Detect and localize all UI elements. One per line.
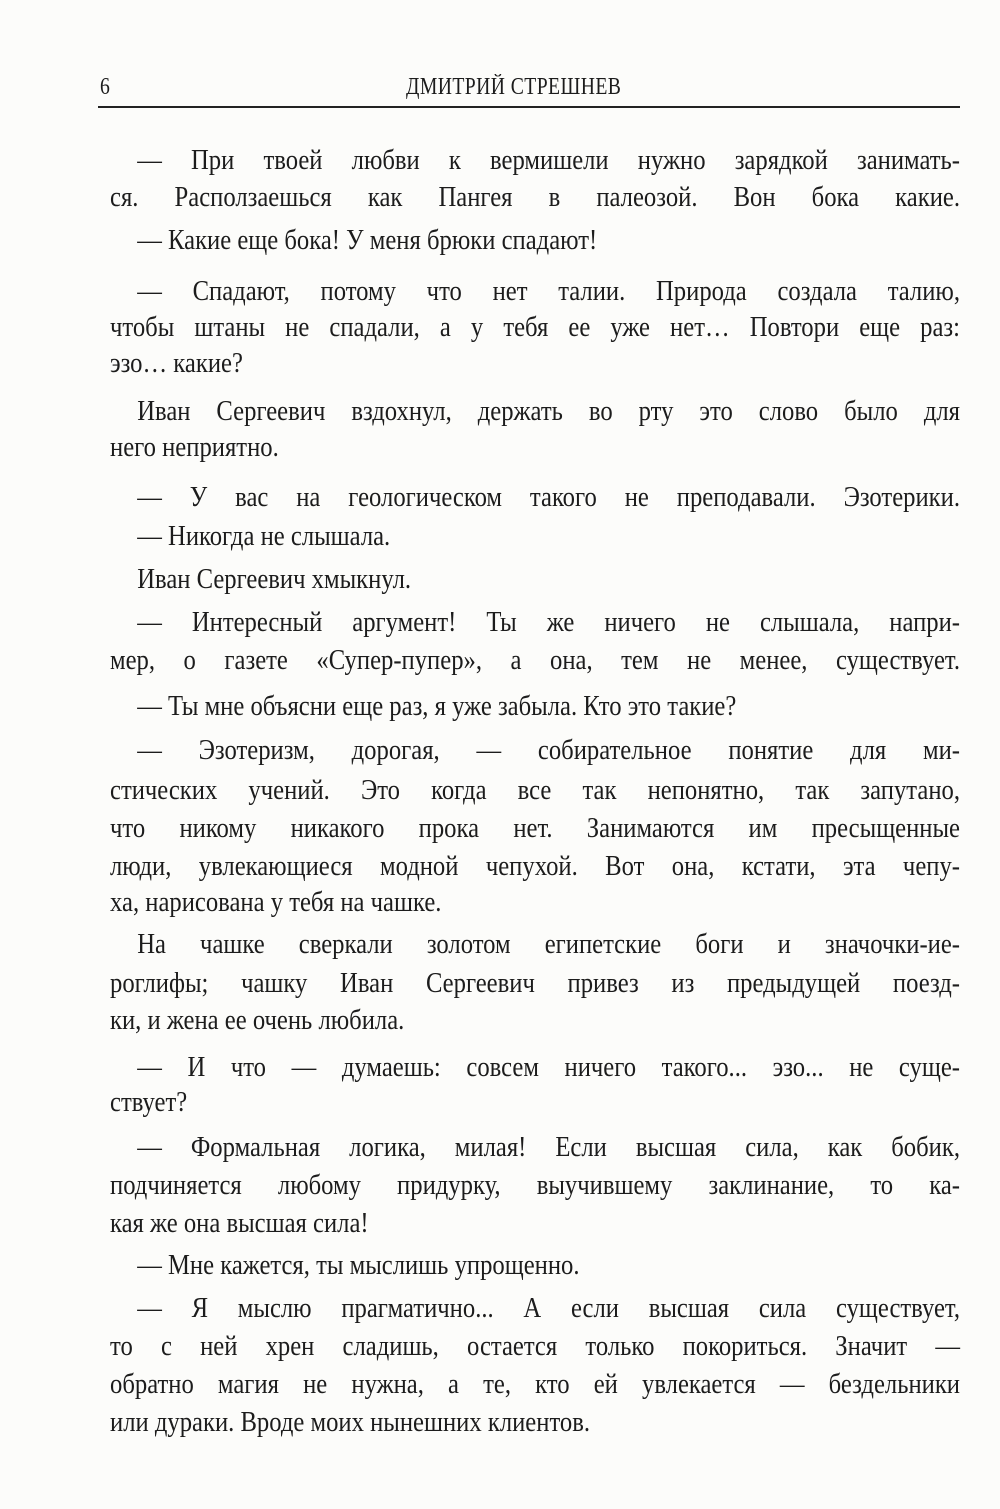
text-line: мер, о газете «Супер-пупер», а она, тем не менее, существует. [110,644,960,676]
text-line: Иван Сергеевич хмыкнул. [137,563,412,595]
text-line: или дураки. Вроде моих нынешних клиентов. [110,1406,591,1438]
text-line: — Интересный аргумент! Ты же ничего не слышала, напри- [137,606,960,638]
text-line: обратно магия не нужна, а те, кто ей увлекается — бездельники [110,1368,960,1400]
text-line: — Никогда не слышала. [137,520,391,552]
text-line: Иван Сергеевич вздохнул, держать во рту это слово было для [137,395,960,427]
text-line: — При твоей любви к вермишели нужно зарядкой занимать- [137,144,960,176]
page-number: 6 [100,74,110,100]
text-line: ки, и жена ее очень любила. [110,1004,405,1036]
text-line: эзо… какие? [110,347,243,379]
text-line: — У вас на геологическом такого не преподавали. Эзотерики. [137,481,960,513]
text-line: роглифы; чашку Иван Сергеевич привез из предыдущей поезд- [110,967,960,999]
text-line: — Мне кажется, ты мыслишь упрощенно. [137,1249,580,1281]
running-title: ДМИТРИЙ СТРЕШНЕВ [406,74,622,100]
text-line: что никому никакого прока нет. Занимаются им пресыщенные [110,812,960,844]
text-line: — Спадают, потому что нет талии. Природа создала талию, [137,275,960,307]
text-line: ха, нарисована у тебя на чашке. [110,886,442,918]
text-line: — Ты мне объясни еще раз, я уже забыла. Кто это такие? [137,690,737,722]
text-line: ся. Расползаешься как Пангея в палеозой. Вон бока какие. [110,181,960,213]
text-line: стических учений. Это когда все так непонятно, так запутано, [110,774,960,806]
text-line: подчиняется любому придурку, выучившему заклинание, то ка- [110,1169,960,1201]
text-line: На чашке сверкали золотом египетские боги и значочки-ие- [137,928,960,960]
header-rule [98,106,960,108]
text-line: — Формальная логика, милая! Если высшая сила, как бобик, [137,1131,960,1163]
text-line: — Эзотеризм, дорогая, — собирательное понятие для ми- [137,734,960,766]
text-line: — Я мыслю прагматично... А если высшая сила существует, [137,1292,960,1324]
text-line: ствует? [110,1086,188,1118]
text-line: люди, увлекающиеся модной чепухой. Вот она, кстати, эта чепу- [110,850,960,882]
text-line: — И что — думаешь: совсем ничего такого... эзо... не суще- [137,1051,960,1083]
text-line: кая же она высшая сила! [110,1207,369,1239]
text-line: то с ней хрен сладишь, остается только покориться. Значит — [110,1330,960,1362]
text-line: чтобы штаны не спадали, а у тебя ее уже нет… Повтори еще раз: [110,311,960,343]
text-line: — Какие еще бока! У меня брюки спадают! [137,224,598,256]
text-line: него неприятно. [110,431,279,463]
